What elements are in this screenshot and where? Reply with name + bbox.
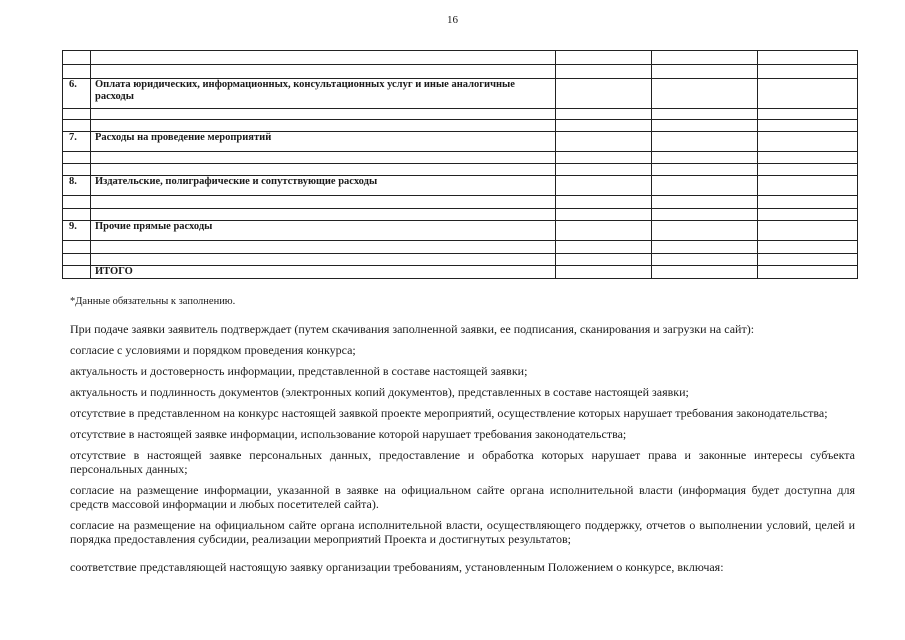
declaration-item: актуальность и подлинность документов (электронных копий документов), представленных в составе настоящей заявки; <box>70 385 689 399</box>
row-label-cell <box>91 152 556 164</box>
row-number-cell: 6. <box>63 79 91 109</box>
table-row <box>63 196 858 209</box>
value-cell <box>556 266 652 279</box>
value-cell <box>652 241 758 254</box>
table-row <box>63 120 858 132</box>
row-label-cell <box>91 65 556 79</box>
table-row <box>63 176 858 196</box>
table-row <box>63 51 858 65</box>
declaration-item: отсутствие в представленном на конкурс настоящей заявкой проекте мероприятий, осуществление которых нарушает требования законодательства; <box>70 406 828 420</box>
value-cell <box>758 254 858 266</box>
row-number-cell <box>63 209 91 221</box>
row-number-cell <box>63 196 91 209</box>
value-cell <box>652 164 758 176</box>
row-number-cell: 9. <box>63 221 91 241</box>
row-number-cell <box>63 254 91 266</box>
value-cell <box>652 254 758 266</box>
table-row <box>63 209 858 221</box>
value-cell <box>556 152 652 164</box>
value-cell <box>758 79 858 109</box>
row-label-cell: ИТОГО <box>91 266 556 279</box>
value-cell <box>758 209 858 221</box>
row-number-cell <box>63 109 91 120</box>
row-number-cell <box>63 120 91 132</box>
table-row <box>63 152 858 164</box>
budget-table <box>62 50 858 279</box>
value-cell <box>652 209 758 221</box>
declaration-section <box>70 322 855 581</box>
row-label-cell <box>91 209 556 221</box>
table-row <box>63 132 858 152</box>
value-cell <box>758 65 858 79</box>
declaration-item: актуальность и достоверность информации, представленной в составе настоящей заявки; <box>70 364 528 378</box>
value-cell <box>652 109 758 120</box>
value-cell <box>652 221 758 241</box>
table-body <box>63 51 858 279</box>
value-cell <box>652 196 758 209</box>
row-label-cell: Оплата юридических, информационных, консультационных услуг и иные аналогичные расходы <box>91 79 556 109</box>
row-number-cell: 8. <box>63 176 91 196</box>
declaration-intro: При подаче заявки заявитель подтверждает (путем скачивания заполненной заявки, ее подписания, сканирования и загрузки на сайт): <box>70 322 755 336</box>
table-row <box>63 241 858 254</box>
table-row <box>63 164 858 176</box>
value-cell <box>652 65 758 79</box>
value-cell <box>652 132 758 152</box>
row-number-cell <box>63 164 91 176</box>
value-cell <box>556 196 652 209</box>
value-cell <box>556 79 652 109</box>
table-row <box>63 266 858 279</box>
table-row <box>63 221 858 241</box>
row-number-cell <box>63 65 91 79</box>
row-label-cell: Прочие прямые расходы <box>91 221 556 241</box>
row-number-cell <box>63 152 91 164</box>
row-label-cell <box>91 196 556 209</box>
declaration-item: отсутствие в настоящей заявке персональных данных, предоставление и обработка которых нарушает права и законные интересы субъекта персональных данных; <box>70 448 855 476</box>
row-label-cell: Издательские, полиграфические и сопутствующие расходы <box>91 176 556 196</box>
value-cell <box>652 176 758 196</box>
page-number: 16 <box>447 14 458 26</box>
value-cell <box>758 51 858 65</box>
value-cell <box>652 120 758 132</box>
row-number-cell: 7. <box>63 132 91 152</box>
declaration-last-item: соответствие представляющей настоящую заявку организации требованиям, установленным Положением о конкурсе, включая: <box>70 560 724 574</box>
table-row <box>63 254 858 266</box>
value-cell <box>758 241 858 254</box>
row-label-cell <box>91 254 556 266</box>
value-cell <box>556 65 652 79</box>
value-cell <box>652 152 758 164</box>
declaration-item: согласие с условиями и порядком проведения конкурса; <box>70 343 356 357</box>
row-label-cell <box>91 164 556 176</box>
value-cell <box>556 241 652 254</box>
row-number-cell <box>63 241 91 254</box>
value-cell <box>556 209 652 221</box>
value-cell <box>758 221 858 241</box>
value-cell <box>758 164 858 176</box>
value-cell <box>556 221 652 241</box>
value-cell <box>758 176 858 196</box>
value-cell <box>758 152 858 164</box>
row-label-cell <box>91 109 556 120</box>
table-row <box>63 109 858 120</box>
value-cell <box>556 254 652 266</box>
row-label-cell: Расходы на проведение мероприятий <box>91 132 556 152</box>
value-cell <box>758 266 858 279</box>
declaration-item: отсутствие в настоящей заявке информации, использование которой нарушает требования законодательства; <box>70 427 627 441</box>
value-cell <box>556 132 652 152</box>
table-row <box>63 65 858 79</box>
value-cell <box>556 51 652 65</box>
table-row <box>63 79 858 109</box>
declaration-item: согласие на размещение на официальном сайте органа исполнительной власти, осуществляющего поддержку, отчетов о выполнении условий, целей и порядка предоставления субсидии, реализации мероприятий Проекта и достигнутых результатов; <box>70 518 855 546</box>
value-cell <box>652 266 758 279</box>
value-cell <box>758 109 858 120</box>
row-label-cell <box>91 241 556 254</box>
row-number-cell <box>63 266 91 279</box>
footnote: *Данные обязательны к заполнению. <box>70 296 236 307</box>
value-cell <box>556 109 652 120</box>
value-cell <box>556 164 652 176</box>
row-label-cell <box>91 120 556 132</box>
declaration-item: согласие на размещение информации, указанной в заявке на официальном сайте органа исполнительной власти (информация будет доступна для средств массовой информации и любых посетителей сайта). <box>70 483 855 511</box>
value-cell <box>652 79 758 109</box>
value-cell <box>758 196 858 209</box>
value-cell <box>758 132 858 152</box>
value-cell <box>758 120 858 132</box>
row-number-cell <box>63 51 91 65</box>
row-label-cell <box>91 51 556 65</box>
value-cell <box>652 51 758 65</box>
value-cell <box>556 176 652 196</box>
value-cell <box>556 120 652 132</box>
